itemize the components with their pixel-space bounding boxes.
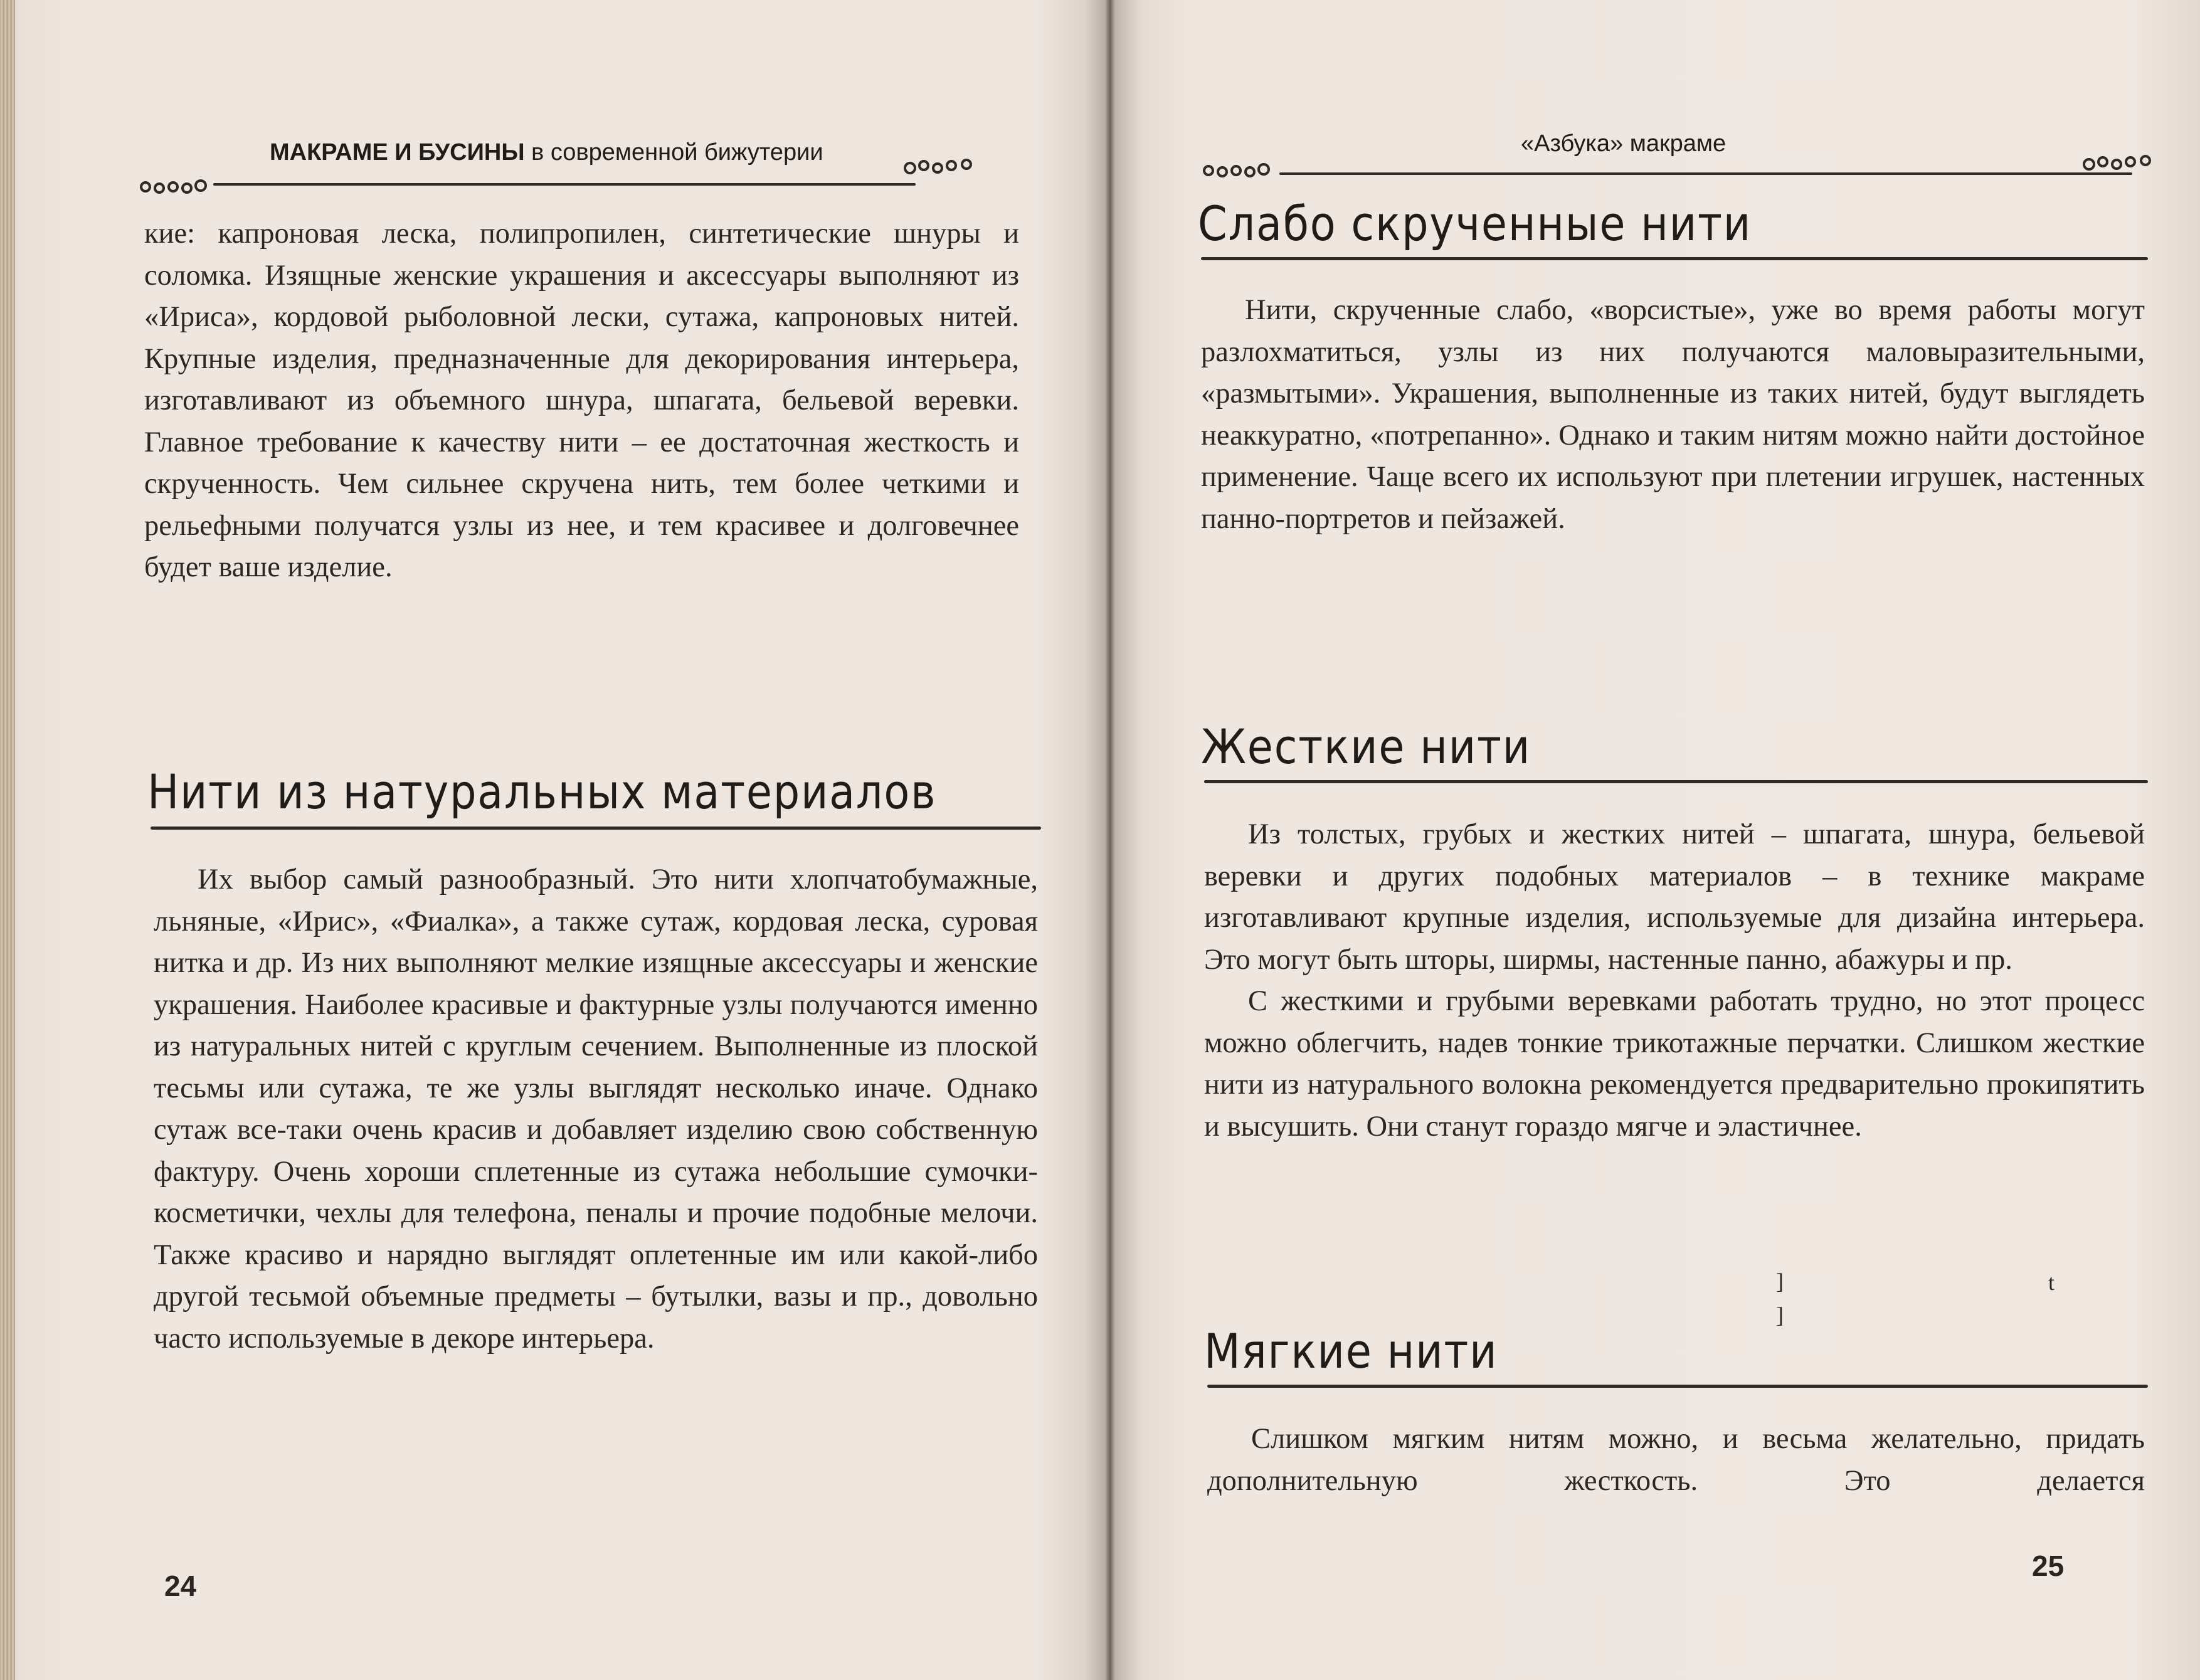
paragraph: кие: капроновая леска, полипропилен, синтетические шнуры и соломка. Изящные женские украшения и аксессуары выполняют из «Ириса», кордовой рыболовной лески, сутажа, капроновых нитей. Крупные изделия, предназначенные для декорирования интерьера, изготавливают из объемного шнура, шпагата, бельевой веревки. Главное требование к качеству нити – ее достаточная жесткость и скрученность. Чем сильнее скручена нить, тем более четкими и рельефными получатся узлы из нее, и тем красивее и долговечнее будет ваше изделие.: [144, 218, 1019, 583]
section-rule: [151, 827, 1041, 830]
paragraph: С жесткими и грубыми веревками работать трудно, но этот процесс можно облегчить, надев тонкие трикотажные перчатки. Слишком жесткие нити из натурального волокна рекомендуется предварительно прокипятить и высушить. Они станут гораздо мягче и эластичнее.: [1204, 985, 2145, 1143]
left-page: [25, 0, 1104, 1680]
running-head-title: МАКРАМЕ И БУСИНЫ: [270, 139, 525, 166]
section-title: Нити из натуральных материалов: [147, 764, 937, 820]
paragraph: Их выбор самый разнообразный. Это нити хлопчатобумажные, льняные, «Ирис», «Фиалка», а также сутаж, кордовая леска, суровая нитка и др. Из них выполняют мелкие изящные аксессуары и женские украшения. Наиболее красивые и фактурные узлы получаются именно из натуральных нитей с круглым сечением. Выполненные из плоской тесьмы или сутажа, те же узлы выглядят несколько иначе. Однако сутаж все-таки очень красив и добавляет изделию свою собственную фактуру. Очень хороши сплетенные из сутажа небольшие сумочки-косметички, чехлы для телефона, пеналы и прочие подобные мелочи. Также красиво и нарядно выглядят оплетенные им или какой-либо другой тесьмой объемные предметы – бутылки, вазы и пр., довольно часто используемые в декоре интерьера.: [154, 864, 1038, 1355]
page-edges: [0, 0, 15, 1680]
section-title: Жесткие нити: [1201, 719, 1531, 774]
paragraph: Слишком мягким нитям можно, и весьма желательно, придать дополнительную жесткость. Это делается: [1207, 1423, 2145, 1497]
ornament-left-icon: [138, 174, 219, 199]
right-head-rule: [1279, 172, 2132, 175]
section-title: Слабо скрученные нити: [1198, 196, 1752, 251]
page-number: 25: [2032, 1550, 2065, 1582]
left-body-paragraph-1: [144, 213, 1019, 589]
right-running-head: «Азбука» макраме: [1521, 130, 1727, 157]
page-number: 24: [164, 1570, 197, 1602]
stray-mark: ]: [1776, 1269, 1784, 1294]
paragraph: Нити, скрученные слабо, «ворсистые», уже во время работы могут разлохматиться, узлы из них получаются маловыразительными, «размытыми». Украшения, выполненные из таких нитей, будут выглядеть неаккуратно, «потрепанно». Однако и таким нитям можно найти достойное применение. Чаще всего их используют при плетении игрушек, настенных панно-портретов и пейзажей.: [1201, 294, 2145, 535]
section-rule: [1204, 780, 2148, 783]
left-body-paragraph-2: [154, 859, 1038, 1360]
section-3-text: [1207, 1418, 2145, 1502]
stray-mark: ]: [1776, 1302, 1784, 1328]
section-rule: [1207, 1385, 2148, 1388]
ornament-left-icon: [1201, 158, 1282, 183]
ornament-right-icon: [2079, 151, 2160, 176]
ornament-right-icon: [900, 154, 981, 179]
section-1-text: [1201, 290, 2145, 540]
section-2-text: [1204, 814, 2145, 1148]
running-head-subtitle: в современной бижутерии: [524, 139, 823, 166]
stray-mark: t: [2048, 1270, 2055, 1295]
paragraph: Из толстых, грубых и жестких нитей – шпагата, шнура, бельевой веревки и других подобных материалов – в технике макраме изготавливают крупные изделия, используемые для дизайна интерьера. Это могут быть шторы, ширмы, настенные панно, абажуры и пр.: [1204, 818, 2145, 976]
left-head-rule: [213, 183, 916, 186]
section-rule: [1201, 257, 2148, 260]
section-title: Мягкие нити: [1204, 1323, 1498, 1379]
right-page: [1116, 0, 2200, 1680]
left-running-head: [270, 139, 823, 166]
